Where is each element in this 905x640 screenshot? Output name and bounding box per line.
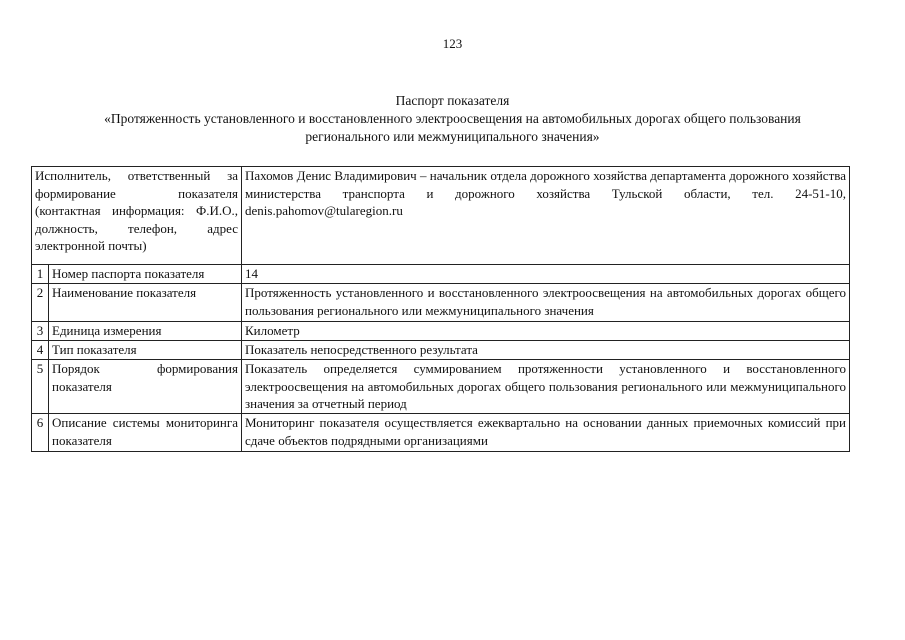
table-row: [32, 414, 850, 452]
table-row: [32, 360, 850, 414]
row-label: Наименование показателя: [49, 284, 242, 322]
responsible-value: Пахомов Денис Владимирович – начальник отдела дорожного хозяйства департамента дорожного хозяйства министерства транспорта и дорожного хозяйства Тульской области, тел. 24-51-10, denis.pahomov@tularegion.ru: [242, 167, 850, 265]
row-value: 14: [242, 265, 850, 284]
row-value: Километр: [242, 322, 850, 341]
row-number: 2: [32, 284, 49, 322]
table-row: [32, 265, 850, 284]
passport-table: [31, 166, 850, 452]
page-number: 123: [442, 36, 463, 51]
row-value: Мониторинг показателя осуществляется ежеквартально на основании данных приемочных комиссий при сдаче объектов подрядными организациями: [242, 414, 850, 452]
row-number: 4: [32, 341, 49, 360]
title-line-3: регионального или межмуниципального значения»: [305, 129, 600, 144]
row-label: Тип показателя: [49, 341, 242, 360]
row-value: Показатель непосредственного результата: [242, 341, 850, 360]
table-row: [32, 341, 850, 360]
table-row: [32, 284, 850, 322]
document-title: [40, 92, 865, 146]
row-label: Единица измерения: [49, 322, 242, 341]
row-value: Протяженность установленного и восстановленного электроосвещения на автомобильных дорогах общего пользования регионального или межмуниципального значения: [242, 284, 850, 322]
table-row: [32, 322, 850, 341]
row-label: Описание системы мониторинга показателя: [49, 414, 242, 452]
title-line-1: Паспорт показателя: [395, 93, 510, 108]
table-row-responsible: [32, 167, 850, 265]
row-number: 1: [32, 265, 49, 284]
responsible-label: Исполнитель, ответственный за формирование показателя (контактная информация: Ф.И.О., должность, телефон, адрес электронной почты): [32, 167, 242, 265]
title-line-2: «Протяженность установленного и восстановленного электроосвещения на автомобильных дорогах общего пользования: [104, 111, 801, 126]
row-number: 3: [32, 322, 49, 341]
row-value: Показатель определяется суммированием протяженности установленного и восстановленного электроосвещения на автомобильных дорогах общего пользования регионального или межмуниципального значения за отчетный период: [242, 360, 850, 414]
row-label: Порядок формирования показателя: [49, 360, 242, 414]
row-number: 6: [32, 414, 49, 452]
row-number: 5: [32, 360, 49, 414]
row-label: Номер паспорта показателя: [49, 265, 242, 284]
